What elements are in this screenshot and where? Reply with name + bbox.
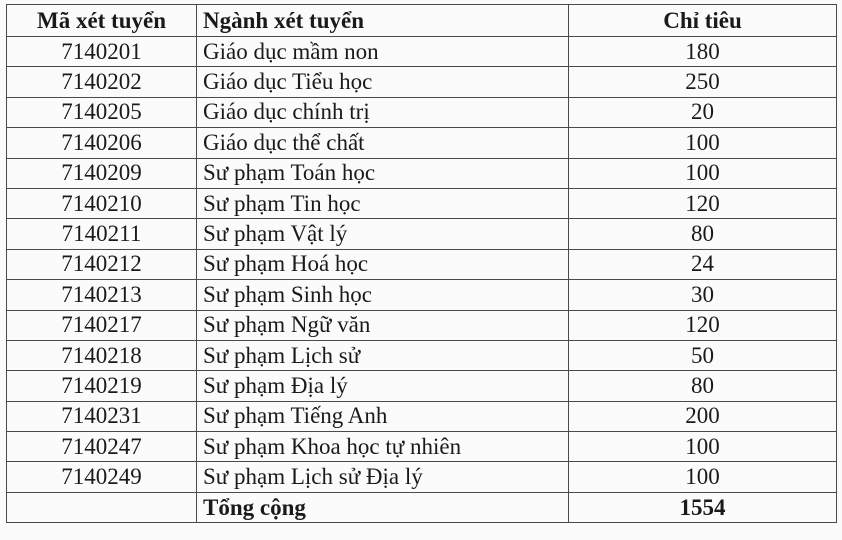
quota-cell: 120 xyxy=(569,310,837,340)
total-row xyxy=(7,492,837,522)
major-code-cell: 7140231 xyxy=(7,401,197,431)
table-row xyxy=(7,432,837,462)
major-name-cell: Sư phạm Tiếng Anh xyxy=(197,401,569,431)
quota-cell: 100 xyxy=(569,158,837,188)
quota-cell: 30 xyxy=(569,280,837,310)
table-row xyxy=(7,67,837,97)
quota-cell: 50 xyxy=(569,340,837,370)
quota-cell: 250 xyxy=(569,67,837,97)
major-name-cell: Sư phạm Tin học xyxy=(197,188,569,218)
total-quota: 1554 xyxy=(569,492,837,522)
header-quota: Chỉ tiêu xyxy=(569,5,837,37)
table-row xyxy=(7,249,837,279)
major-name-cell: Sư phạm Hoá học xyxy=(197,249,569,279)
table-row xyxy=(7,310,837,340)
table-row xyxy=(7,401,837,431)
quota-cell: 24 xyxy=(569,249,837,279)
header-code: Mã xét tuyển xyxy=(7,5,197,37)
table-row xyxy=(7,97,837,127)
major-name-cell: Sư phạm Địa lý xyxy=(197,371,569,401)
table-footer xyxy=(7,492,837,522)
table-header xyxy=(7,5,837,37)
major-code-cell: 7140201 xyxy=(7,37,197,67)
major-name-cell: Sư phạm Toán học xyxy=(197,158,569,188)
major-code-cell: 7140213 xyxy=(7,280,197,310)
table-row xyxy=(7,219,837,249)
quota-cell: 100 xyxy=(569,462,837,492)
table-body xyxy=(7,37,837,493)
quota-cell: 80 xyxy=(569,219,837,249)
major-code-cell: 7140217 xyxy=(7,310,197,340)
table-row xyxy=(7,462,837,492)
major-code-cell: 7140212 xyxy=(7,249,197,279)
major-name-cell: Sư phạm Sinh học xyxy=(197,280,569,310)
major-name-cell: Sư phạm Vật lý xyxy=(197,219,569,249)
major-code-cell: 7140202 xyxy=(7,67,197,97)
table-row xyxy=(7,128,837,158)
major-name-cell: Sư phạm Ngữ văn xyxy=(197,310,569,340)
table-row xyxy=(7,37,837,67)
table-row xyxy=(7,158,837,188)
major-code-cell: 7140218 xyxy=(7,340,197,370)
major-name-cell: Giáo dục mầm non xyxy=(197,37,569,67)
major-code-cell: 7140209 xyxy=(7,158,197,188)
quota-cell: 200 xyxy=(569,401,837,431)
header-major: Ngành xét tuyển xyxy=(197,5,569,37)
quota-cell: 100 xyxy=(569,128,837,158)
major-name-cell: Sư phạm Lịch sử Địa lý xyxy=(197,462,569,492)
major-name-cell: Giáo dục thể chất xyxy=(197,128,569,158)
major-code-cell: 7140206 xyxy=(7,128,197,158)
major-name-cell: Giáo dục Tiểu học xyxy=(197,67,569,97)
quota-cell: 100 xyxy=(569,432,837,462)
admission-quota-table xyxy=(6,4,837,523)
table-row xyxy=(7,371,837,401)
major-name-cell: Sư phạm Lịch sử xyxy=(197,340,569,370)
major-code-cell: 7140247 xyxy=(7,432,197,462)
quota-cell: 180 xyxy=(569,37,837,67)
major-code-cell: 7140249 xyxy=(7,462,197,492)
major-name-cell: Sư phạm Khoa học tự nhiên xyxy=(197,432,569,462)
total-label: Tổng cộng xyxy=(197,492,569,522)
major-code-cell: 7140210 xyxy=(7,188,197,218)
table-row xyxy=(7,280,837,310)
major-code-cell: 7140211 xyxy=(7,219,197,249)
quota-cell: 120 xyxy=(569,188,837,218)
major-code-cell: 7140219 xyxy=(7,371,197,401)
table-row xyxy=(7,340,837,370)
quota-cell: 20 xyxy=(569,97,837,127)
total-code-cell xyxy=(7,492,197,522)
header-row xyxy=(7,5,837,37)
major-name-cell: Giáo dục chính trị xyxy=(197,97,569,127)
quota-cell: 80 xyxy=(569,371,837,401)
table-row xyxy=(7,188,837,218)
major-code-cell: 7140205 xyxy=(7,97,197,127)
